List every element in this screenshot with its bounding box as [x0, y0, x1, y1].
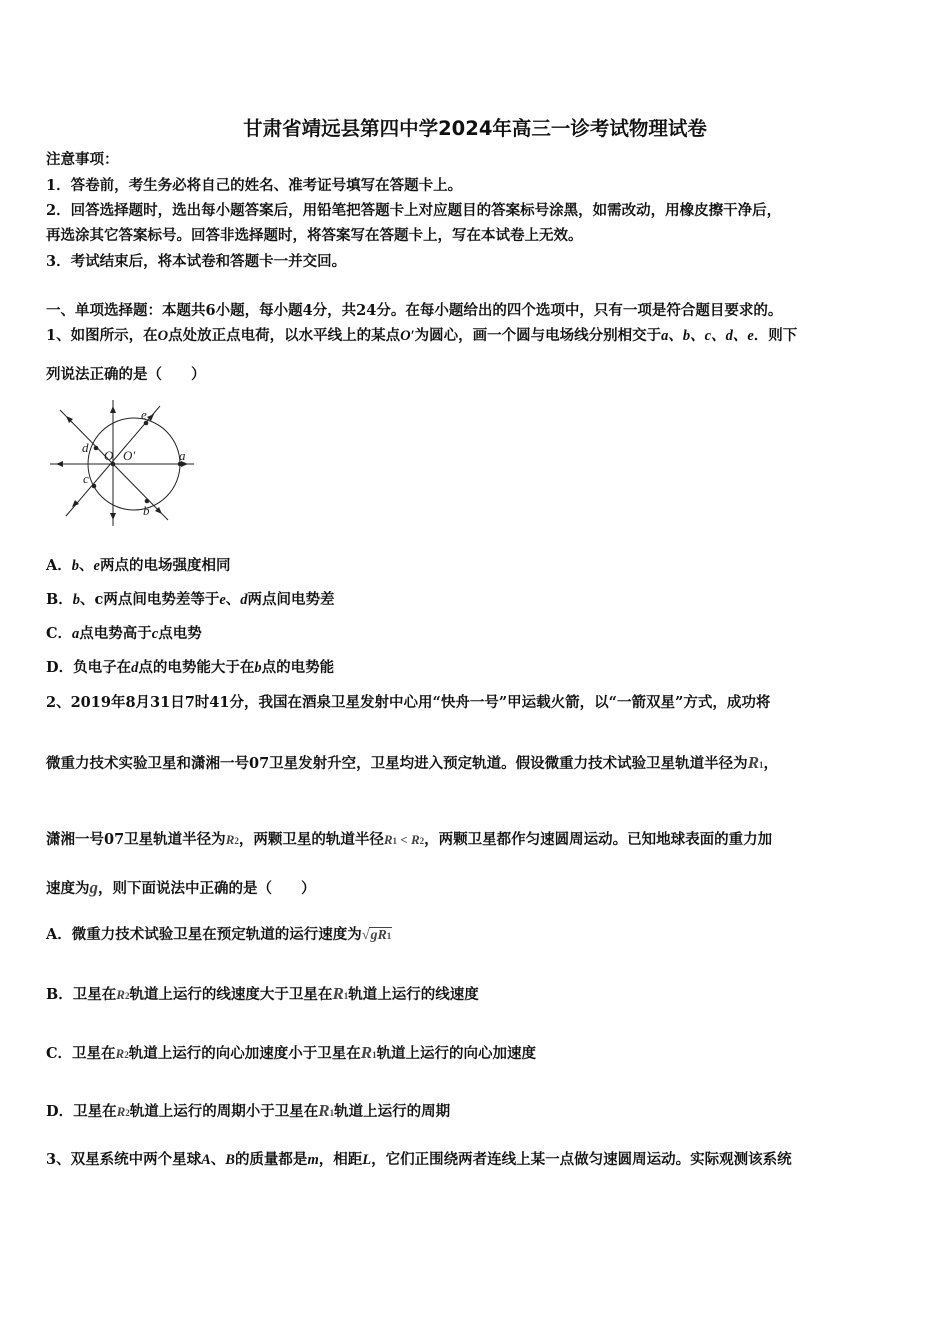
- notice-item: 3．考试结束后，将本试卷和答题卡一并交回。: [46, 253, 347, 270]
- question-1-option-a: A．b、e两点的电场强度相同: [46, 557, 231, 574]
- symbol-g: g: [89, 878, 98, 897]
- section-heading: 一、单项选择题：本题共6小题，每小题4分，共24分。在每小题给出的四个选项中，只有一项是符合题目要求的。: [46, 302, 783, 319]
- question-2-option-d: D．卫星在R2轨道上运行的周期小于卫星在R1轨道上运行的周期: [46, 1101, 451, 1120]
- question-1-option-b: B．b、c两点间电势差等于e、d两点间电势差: [46, 591, 335, 608]
- label-O: O: [104, 448, 114, 463]
- symbol-r1: R1: [747, 753, 764, 772]
- question-3-stem: 3、双星系统中两个星球A、B的质量都是m，相距L，它们正围绕两者连线上某一点做匀速圆周运动。实际观测该系统: [46, 1151, 792, 1168]
- label-b: b: [143, 503, 150, 518]
- sqrt-gr1: √gR1: [361, 928, 392, 943]
- question-2-option-a: A．微重力技术试验卫星在预定轨道的运行速度为√gR1: [46, 926, 392, 943]
- label-d: d: [82, 440, 89, 455]
- question-2-stem: 微重力技术实验卫星和潇湘一号07卫星发射升空，卫星均进入预定轨道。假设微重力技术试验卫星轨道半径为R1，: [46, 753, 779, 772]
- question-1-stem-cont: 列说法正确的是（ ）: [46, 366, 206, 383]
- question-2-stem: 2、2019年8月31日7时41分，我国在酒泉卫星发射中心用“快舟一号”甲运载火箭，以“一箭双星”方式，成功将: [46, 694, 771, 711]
- point-d: [94, 446, 99, 451]
- electric-field-diagram: [48, 398, 198, 528]
- question-1-option-c: C．a点电势高于c点电势: [46, 625, 202, 642]
- question-2-stem: 速度为g，则下面说法中正确的是（ ）: [46, 878, 316, 897]
- notice-heading: 注意事项：: [46, 151, 119, 168]
- point-c: [92, 484, 97, 489]
- notice-item: 再选涂其它答案标号。回答非选择题时，将答案写在答题卡上，写在本试卷上无效。: [46, 227, 583, 244]
- notice-item: 2．回答选择题时，选出每小题答案后，用铅笔把答题卡上对应题目的答案标号涂黑，如需改动，用橡皮擦干净后，: [46, 202, 782, 219]
- label-e: e: [141, 407, 147, 422]
- question-1-option-d: D．负电子在d点的电势能大于在b点的电势能: [46, 659, 335, 676]
- symbol-r2: R2: [225, 832, 239, 847]
- label-a: a: [179, 448, 186, 463]
- question-2-option-c: C．卫星在R2轨道上运行的向心加速度小于卫星在R1轨道上运行的向心加速度: [46, 1043, 537, 1062]
- label-c: c: [83, 471, 89, 486]
- question-2-option-b: B．卫星在R2轨道上运行的线速度大于卫星在R1轨道上运行的线速度: [46, 984, 479, 1003]
- inequality-r1-r2: R1 < R2: [383, 832, 425, 847]
- question-2-stem: 潇湘一号07卫星轨道半径为R2，两颗卫星的轨道半径R1 < R2，两颗卫星都作匀速圆周运动。已知地球表面的重力加: [46, 831, 773, 848]
- page-title: 甘肃省靖远县第四中学2024年高三一诊考试物理试卷: [243, 117, 707, 140]
- label-O-prime: O′: [123, 448, 136, 463]
- notice-item: 1．答卷前，考生务必将自己的姓名、准考证号填写在答题卡上。: [46, 177, 463, 194]
- question-1-stem: 1、如图所示，在O点处放正点电荷，以水平线上的某点O′为圆心，画一个圆与电场线分别相交于a、b、c、d、e．则下: [46, 327, 798, 344]
